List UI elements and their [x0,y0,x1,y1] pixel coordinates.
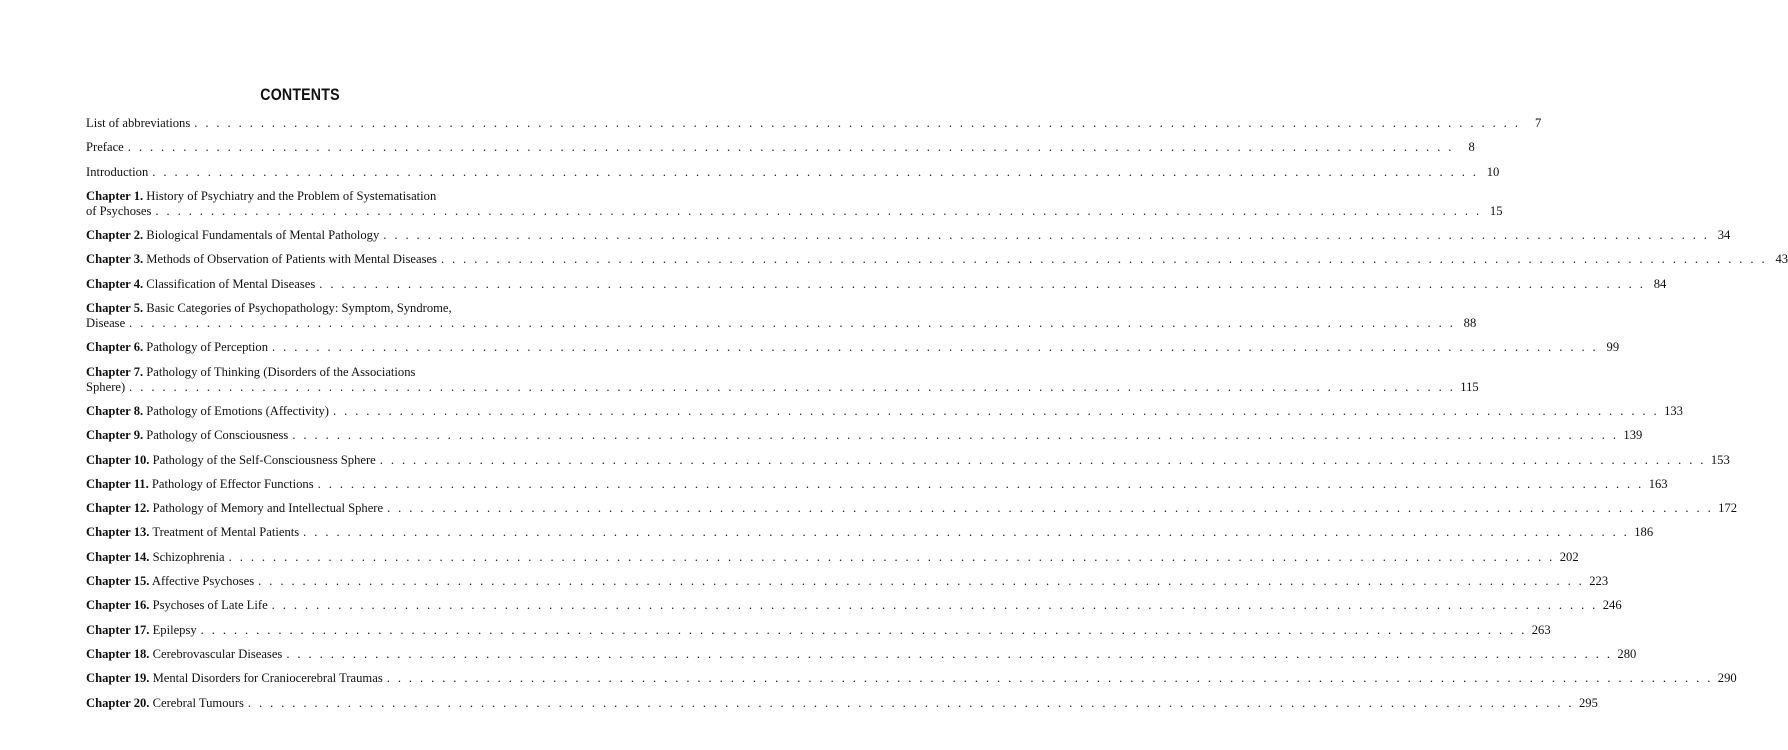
page-number: 153 [1710,452,1730,467]
dot-leader: . . . . . . . . . . . . . . . . . . . . . . . . . . . . . . . . . . . . . . . . . . . . . . . . . . . . . . . . . . . . . . . . . . . . . . . . . . . . . . . . . . . . . . . . . . . . . . . . . . . . . . . . . . . . . . . . . . . . . . . . [387,501,1714,516]
entry-title: Pathology of Memory and Intellectual Sphere [152,501,384,516]
toc-entry[interactable] [86,452,1730,468]
page-number: 223 [1589,574,1609,589]
toc-entry[interactable] [86,340,1620,355]
entry-title: Schizophrenia [152,549,225,564]
toc-entry[interactable] [86,574,1609,589]
toc-entry[interactable] [86,228,1731,243]
toc-entry[interactable] [86,598,1622,613]
chapter-number: Chapter 18. [86,646,150,661]
page-number: 202 [1559,549,1579,564]
dot-leader: . . . . . . . . . . . . . . . . . . . . . . . . . . . . . . . . . . . . . . . . . . . . . . . . . . . . . . . . . . . . . . . . . . . . . . . . . . . . . . . . . . . . . . . . . . . . . . . . . . . . . . . . . . . . . . . . . . . . . . . . [379,452,1706,467]
entry-title: Treatment of Mental Patients [152,525,300,540]
chapter-number: Chapter 20. [86,695,150,710]
entry-title: Pathology of Consciousness [146,428,289,443]
dot-leader: . . . . . . . . . . . . . . . . . . . . . . . . . . . . . . . . . . . . . . . . . . . . . . . . . . . . . . . . . . . . . . . . . . . . . . . . . . . . . . . . . . . . . . . . . . . . . . . . . . . . . . . . . . . . . . . . . . . . . . . . [129,316,1456,331]
chapter-number: Chapter 9. [86,428,144,443]
entry-title: Pathology of the Self-Consciousness Sphere [152,452,376,467]
toc-entry[interactable] [86,188,1503,219]
toc-entry[interactable] [86,403,1683,419]
entry-title: Pathology of Thinking (Disorders of the Associations [146,364,416,379]
entry-title: Affective Psychoses [151,574,255,589]
dot-leader: . . . . . . . . . . . . . . . . . . . . . . . . . . . . . . . . . . . . . . . . . . . . . . . . . . . . . . . . . . . . . . . . . . . . . . . . . . . . . . . . . . . . . . . . . . . . . . . . . . . . . . . . . . . . . . . . . . . . . . . . [383,228,1710,243]
chapter-number: Chapter 4. [86,276,144,291]
entry-title-continuation: Sphere) [86,379,126,394]
dot-leader: . . . . . . . . . . . . . . . . . . . . . . . . . . . . . . . . . . . . . . . . . . . . . . . . . . . . . . . . . . . . . . . . . . . . . . . . . . . . . . . . . . . . . . . . . . . . . . . . . . . . . . . . . . . . . . . . . . . . . . . . [319,276,1646,291]
toc-entry[interactable] [86,501,1738,516]
page-number: 7 [1535,116,1542,130]
entry-title: Psychoses of Late Life [152,598,268,613]
chapter-number: Chapter 1. [86,188,144,203]
entry-title: Cerebrovascular Diseases [152,646,283,661]
entry-title-continuation: Disease [86,316,126,331]
chapter-number: Chapter 6. [86,340,144,355]
dot-leader: . . . . . . . . . . . . . . . . . . . . . . . . . . . . . . . . . . . . . . . . . . . . . . . . . . . . . . . . . . . . . . . . . . . . . . . . . . . . . . . . . . . . . . . . . . . . . . . . . . . . . . . . . . . . . . . . . . . . . . . . [194,116,1521,130]
entry-title: Mental Disorders for Craniocerebral Traumas [152,671,383,686]
dot-leader: . . . . . . . . . . . . . . . . . . . . . . . . . . . . . . . . . . . . . . . . . . . . . . . . . . . . . . . . . . . . . . . . . . . . . . . . . . . . . . . . . . . . . . . . . . . . . . . . . . . . . . . . . . . . . . . . . . . . . . . . [386,671,1713,686]
entry-title-continuation: of Psychoses [86,203,152,218]
toc-entry[interactable] [86,164,1500,180]
page-number: 133 [1664,403,1683,418]
toc-entry[interactable] [86,428,1643,443]
page-number: 43 [1775,252,1788,267]
dot-leader: . . . . . . . . . . . . . . . . . . . . . . . . . . . . . . . . . . . . . . . . . . . . . . . . . . . . . . . . . . . . . . . . . . . . . . . . . . . . . . . . . . . . . . . . . . . . . . . . . . . . . . . . . . . . . . . . . . . . . . . . [271,598,1598,613]
page-number: 10 [1486,164,1500,179]
chapter-number: Chapter 3. [86,252,144,267]
chapter-number: Chapter 2. [86,228,144,243]
chapter-number: Chapter 12. [86,501,150,516]
toc-entry[interactable] [86,116,1542,131]
chapter-number: Chapter 19. [86,671,150,686]
toc-entry[interactable] [86,525,1654,540]
toc-entry[interactable] [86,140,1475,155]
page-number: 263 [1531,622,1551,637]
entry-title: Biological Fundamentals of Mental Pathology [146,228,380,243]
toc-entry[interactable] [86,301,1477,331]
page-number: 88 [1463,316,1477,331]
entry-title: Cerebral Tumours [152,695,244,710]
page-number: 295 [1578,695,1598,710]
dot-leader: . . . . . . . . . . . . . . . . . . . . . . . . . . . . . . . . . . . . . . . . . . . . . . . . . . . . . . . . . . . . . . . . . . . . . . . . . . . . . . . . . . . . . . . . . . . . . . . . . . . . . . . . . . . . . . . . . . . . . . . . [155,203,1482,218]
toc-entry[interactable] [86,646,1637,662]
entry-title: List of abbreviations [86,116,191,130]
page-number: 8 [1468,140,1475,155]
toc-entry[interactable] [86,364,1479,395]
dot-leader: . . . . . . . . . . . . . . . . . . . . . . . . . . . . . . . . . . . . . . . . . . . . . . . . . . . . . . . . . . . . . . . . . . . . . . . . . . . . . . . . . . . . . . . . . . . . . . . . . . . . . . . . . . . . . . . . . . . . . . . . [292,428,1619,443]
page-number: 246 [1602,598,1622,613]
chapter-number: Chapter 7. [86,364,144,379]
page-number: 172 [1718,501,1738,516]
entry-title: History of Psychiatry and the Problem of Systematisation [146,188,437,203]
toc-entry[interactable] [86,671,1737,686]
entry-title: Pathology of Effector Functions [151,476,314,491]
page-number: 139 [1623,428,1643,443]
chapter-number: Chapter 17. [86,622,150,637]
dot-leader: . . . . . . . . . . . . . . . . . . . . . . . . . . . . . . . . . . . . . . . . . . . . . . . . . . . . . . . . . . . . . . . . . . . . . . . . . . . . . . . . . . . . . . . . . . . . . . . . . . . . . . . . . . . . . . . . . . . . . . . . [152,164,1479,179]
chapter-number: Chapter 14. [86,549,150,564]
page-number: 34 [1717,228,1731,243]
page-number: 163 [1648,476,1668,491]
dot-leader: . . . . . . . . . . . . . . . . . . . . . . . . . . . . . . . . . . . . . . . . . . . . . . . . . . . . . . . . . . . . . . . . . . . . . . . . . . . . . . . . . . . . . . . . . . . . . . . . . . . . . . . . . . . . . . . . . . . . . . . . [200,622,1527,637]
page-number: 290 [1717,671,1737,686]
page-number: 15 [1489,203,1503,218]
chapter-number: Chapter 8. [86,403,144,418]
page-number: 280 [1617,646,1637,661]
chapter-number: Chapter 16. [86,598,150,613]
entry-title: Epilepsy [152,622,197,637]
page-number: 186 [1634,525,1654,540]
toc-entry[interactable] [86,622,1551,638]
dot-leader: . . . . . . . . . . . . . . . . . . . . . . . . . . . . . . . . . . . . . . . . . . . . . . . . . . . . . . . . . . . . . . . . . . . . . . . . . . . . . . . . . . . . . . . . . . . . . . . . . . . . . . . . . . . . . . . . . . . . . . . . [258,574,1585,589]
dot-leader: . . . . . . . . . . . . . . . . . . . . . . . . . . . . . . . . . . . . . . . . . . . . . . . . . . . . . . . . . . . . . . . . . . . . . . . . . . . . . . . . . . . . . . . . . . . . . . . . . . . . . . . . . . . . . . . . . . . . . . . . [317,476,1644,491]
dot-leader: . . . . . . . . . . . . . . . . . . . . . . . . . . . . . . . . . . . . . . . . . . . . . . . . . . . . . . . . . . . . . . . . . . . . . . . . . . . . . . . . . . . . . . . . . . . . . . . . . . . . . . . . . . . . . . . . . . . . . . . . [129,379,1456,394]
dot-leader: . . . . . . . . . . . . . . . . . . . . . . . . . . . . . . . . . . . . . . . . . . . . . . . . . . . . . . . . . . . . . . . . . . . . . . . . . . . . . . . . . . . . . . . . . . . . . . . . . . . . . . . . . . . . . . . . . . . . . . . . [286,646,1613,661]
page-number: 84 [1653,276,1667,291]
page-number: 115 [1460,379,1479,394]
page-number: 99 [1606,340,1620,355]
chapter-number: Chapter 5. [86,301,144,316]
entry-title: Preface [86,140,124,155]
entry-title: Pathology of Emotions (Affectivity) [146,403,329,418]
toc-entry[interactable] [86,549,1579,565]
chapter-number: Chapter 13. [86,525,150,540]
toc-entry[interactable] [86,695,1598,711]
dot-leader: . . . . . . . . . . . . . . . . . . . . . . . . . . . . . . . . . . . . . . . . . . . . . . . . . . . . . . . . . . . . . . . . . . . . . . . . . . . . . . . . . . . . . . . . . . . . . . . . . . . . . . . . . . . . . . . . . . . . . . . . [333,403,1660,418]
entry-title: Basic Categories of Psychopathology: Symptom, Syndrome, [146,301,452,316]
dot-leader: . . . . . . . . . . . . . . . . . . . . . . . . . . . . . . . . . . . . . . . . . . . . . . . . . . . . . . . . . . . . . . . . . . . . . . . . . . . . . . . . . . . . . . . . . . . . . . . . . . . . . . . . . . . . . . . . . . . . . . . . [127,140,1454,155]
entry-title: Introduction [86,164,149,179]
table-of-contents [86,116,1788,720]
entry-title: Classification of Mental Diseases [146,276,316,291]
dot-leader: . . . . . . . . . . . . . . . . . . . . . . . . . . . . . . . . . . . . . . . . . . . . . . . . . . . . . . . . . . . . . . . . . . . . . . . . . . . . . . . . . . . . . . . . . . . . . . . . . . . . . . . . . . . . . . . . . . . . . . . . [247,695,1574,710]
dot-leader: . . . . . . . . . . . . . . . . . . . . . . . . . . . . . . . . . . . . . . . . . . . . . . . . . . . . . . . . . . . . . . . . . . . . . . . . . . . . . . . . . . . . . . . . . . . . . . . . . . . . . . . . . . . . . . . . . . . . . . . . [303,525,1630,540]
entry-title: Methods of Observation of Patients with Mental Diseases [146,252,437,267]
chapter-number: Chapter 11. [86,476,149,491]
entry-title: Pathology of Perception [146,340,269,355]
dot-leader: . . . . . . . . . . . . . . . . . . . . . . . . . . . . . . . . . . . . . . . . . . . . . . . . . . . . . . . . . . . . . . . . . . . . . . . . . . . . . . . . . . . . . . . . . . . . . . . . . . . . . . . . . . . . . . . . . . . . . . . . [228,549,1555,564]
toc-entry[interactable] [86,476,1668,492]
toc-entry[interactable] [86,252,1788,267]
chapter-number: Chapter 15. [86,574,150,589]
dot-leader: . . . . . . . . . . . . . . . . . . . . . . . . . . . . . . . . . . . . . . . . . . . . . . . . . . . . . . . . . . . . . . . . . . . . . . . . . . . . . . . . . . . . . . . . . . . . . . . . . . . . . . . . . . . . . . . . . . . . . . . . [272,340,1599,355]
dot-leader: . . . . . . . . . . . . . . . . . . . . . . . . . . . . . . . . . . . . . . . . . . . . . . . . . . . . . . . . . . . . . . . . . . . . . . . . . . . . . . . . . . . . . . . . . . . . . . . . . . . . . . . . . . . . . . . . . . . . . . . . [440,252,1768,267]
chapter-number: Chapter 10. [86,452,150,467]
toc-entry[interactable] [86,276,1667,292]
page-title: CONTENTS [260,86,340,104]
